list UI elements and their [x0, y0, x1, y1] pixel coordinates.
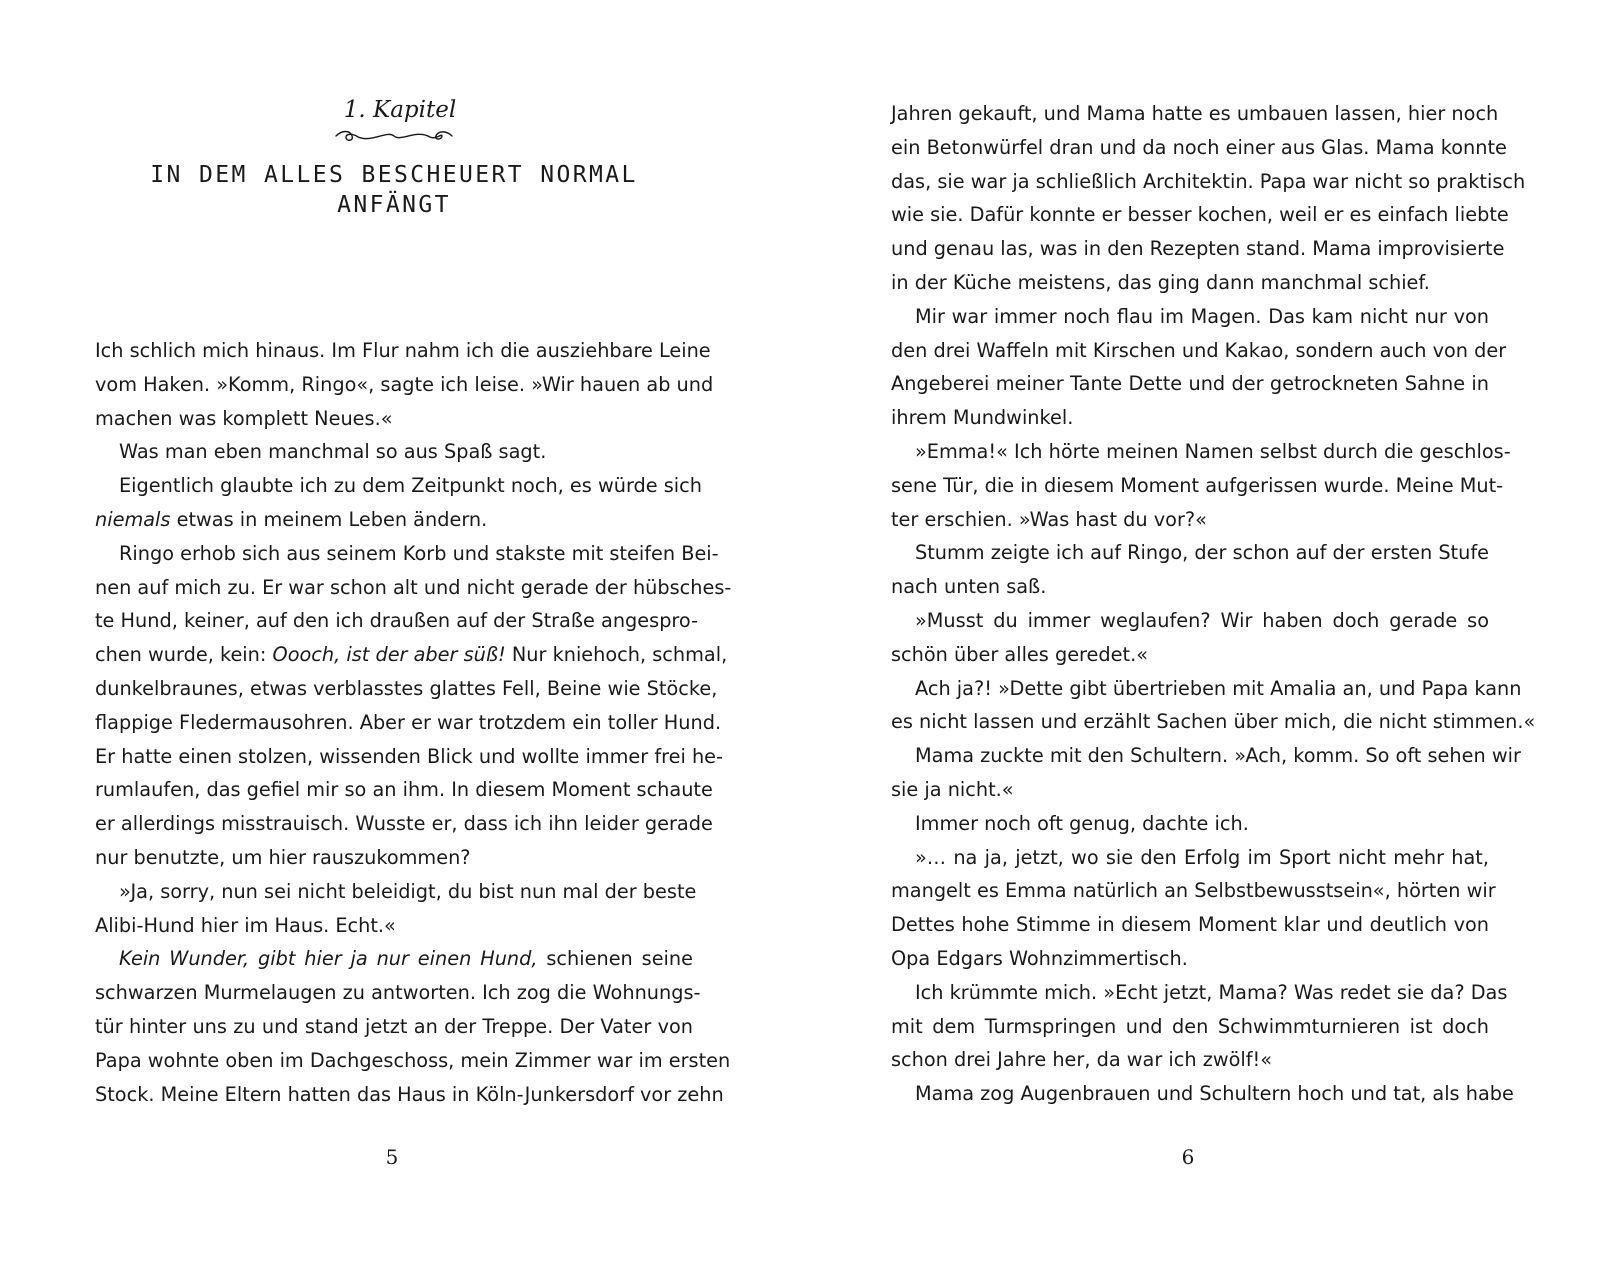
left-body-text — [95, 334, 732, 1111]
text-line: ihrem Mundwinkel. — [891, 406, 1074, 430]
text-line: Stumm zeigte ich auf Ringo, der schon auf der ersten Stufe — [915, 541, 1489, 565]
text-line: »Emma!« Ich hörte meinen Namen selbst durch die geschlos- — [915, 439, 1511, 463]
text-line: den drei Waffeln mit Kirschen und Kakao, sondern auch von der — [891, 338, 1507, 362]
text-line: sie ja nicht.« — [891, 777, 1014, 801]
text-line: Stock. Meine Eltern hatten das Haus in Köln-Junkersdorf vor zehn — [95, 1082, 724, 1106]
text-line: »Musst du immer weglaufen? Wir haben doch gerade so — [915, 608, 1489, 632]
italic-text: Oooch, ist der aber süß! — [272, 643, 506, 667]
text-line: Ich schlich mich hinaus. Im Flur nahm ich die ausziehbare Leine — [95, 339, 711, 362]
text-run: Nur kniehoch, schmal, — [505, 643, 728, 667]
text-line: Er hatte einen stolzen, wissenden Blick und wollte immer frei he- — [95, 744, 724, 768]
chapter-heading — [95, 95, 693, 220]
text-line: Angeberei meiner Tante Dette und der getrockneten Sahne in — [891, 372, 1489, 396]
text-line: ter erschien. »Was hast du vor?« — [891, 507, 1207, 531]
page-number: 5 — [385, 1145, 399, 1169]
right-body-text — [891, 97, 1536, 1111]
text-line: nach unten saß. — [891, 575, 1047, 599]
text-line: dunkelbraunes, etwas verblasstes glattes Fell, Beine wie Stöcke, — [95, 676, 718, 700]
chapter-number: 1. Kapitel — [343, 97, 457, 123]
text-line: vom Haken. »Komm, Ringo«, sagte ich leise. »Wir hauen ab und — [95, 372, 714, 396]
text-line: machen was komplett Neues.« — [95, 406, 393, 430]
text-line: »… na ja, jetzt, wo sie den Erfolg im Sport nicht mehr hat, — [915, 845, 1489, 869]
text-line: in der Küche meistens, das ging dann manchmal schief. — [891, 270, 1430, 294]
text-line: Mir war immer noch flau im Magen. Das kam nicht nur von — [915, 304, 1489, 328]
right-page — [800, 0, 1600, 1274]
text-line: Mama zog Augenbrauen und Schultern hoch und tat, als habe — [915, 1082, 1514, 1106]
text-line: es nicht lassen und erzählt Sachen über mich, die nicht stimmen.« — [891, 710, 1536, 734]
text-line: Ach ja?! »Dette gibt übertrieben mit Amalia an, und Papa kann — [915, 676, 1522, 700]
text-line: »Ja, sorry, nun sei nicht beleidigt, du bist nun mal der beste — [119, 879, 697, 903]
text-line: Jahren gekauft, und Mama hatte es umbauen lassen, hier noch — [891, 102, 1499, 125]
text-line: mit dem Turmspringen und den Schwimmturnieren ist doch — [891, 1014, 1489, 1038]
text-line: Immer noch oft genug, dachte ich. — [915, 811, 1249, 835]
text-line: nen auf mich zu. Er war schon alt und nicht gerade der hübsches- — [95, 575, 732, 599]
text-line: Ich krümmte mich. »Echt jetzt, Mama? Was redet sie da? Das — [915, 980, 1508, 1004]
text-run: etwas in meinem Leben ändern. — [170, 507, 488, 531]
text-run: schienen seine — [537, 947, 693, 971]
text-line: Alibi-Hund hier im Haus. Echt.« — [95, 913, 396, 937]
text-line: Mama zuckte mit den Schultern. »Ach, komm. So oft sehen wir — [915, 744, 1521, 768]
text-line: Opa Edgars Wohnzimmertisch. — [891, 946, 1188, 970]
italic-text: niemals — [95, 507, 171, 531]
text-line: schwarzen Murmelaugen zu antworten. Ich zog die Wohnungs- — [95, 981, 701, 1005]
chapter-title: IN DEM ALLES BESCHEUERT NORMAL ANFÄNGT — [150, 162, 638, 218]
text-line: te Hund, keiner, auf den ich draußen auf der Straße angespro- — [95, 609, 699, 633]
text-line — [95, 638, 728, 672]
text-line: wie sie. Dafür konnte er besser kochen, weil er es einfach liebte — [891, 203, 1509, 227]
text-line: Dettes hohe Stimme in diesem Moment klar und deutlich von — [891, 913, 1489, 937]
italic-text: Kein Wunder, gibt hier ja nur einen Hund, — [119, 947, 538, 971]
text-line: das, sie war ja schließlich Architektin. Papa war nicht so praktisch — [891, 169, 1526, 193]
text-line: Was man eben manchmal so aus Spaß sagt. — [119, 440, 547, 464]
text-line: Papa wohnte oben im Dachgeschoss, mein Zimmer war im ersten — [95, 1048, 731, 1072]
text-line: Eigentlich glaubte ich zu dem Zeitpunkt noch, es würde sich — [119, 474, 702, 498]
text-line: nur benutzte, um hier rauszukommen? — [95, 845, 471, 869]
text-line: tür hinter uns zu und stand jetzt an der Treppe. Der Vater von — [95, 1014, 693, 1038]
text-line: schön über alles geredet.« — [891, 642, 1149, 666]
text-line: er allerdings misstrauisch. Wusste er, dass ich ihn leider gerade — [95, 812, 713, 836]
flourish-ornament-icon — [332, 128, 456, 144]
text-line: ein Betonwürfel dran und da noch einer aus Glas. Mama konnte — [891, 135, 1507, 159]
page-number: 6 — [1181, 1145, 1195, 1169]
text-line: flappige Fledermausohren. Aber er war trotzdem ein toller Hund. — [95, 710, 722, 734]
text-line: mangelt es Emma natürlich an Selbstbewusstsein«, hörten wir — [891, 879, 1496, 903]
text-line: rumlaufen, das gefiel mir so an ihm. In diesem Moment schaute — [95, 778, 713, 802]
text-line: und genau las, was in den Rezepten stand. Mama improvisierte — [891, 237, 1505, 261]
text-line: Ringo erhob sich aus seinem Korb und stakste mit steifen Bei- — [119, 541, 719, 565]
text-line: schon drei Jahre her, da war ich zwölf!« — [891, 1048, 1273, 1072]
text-line — [95, 503, 693, 537]
text-line: sene Tür, die in diesem Moment aufgerissen wurde. Meine Mut- — [891, 473, 1504, 497]
text-line — [95, 942, 693, 976]
text-run: chen wurde, kein: — [95, 643, 273, 667]
